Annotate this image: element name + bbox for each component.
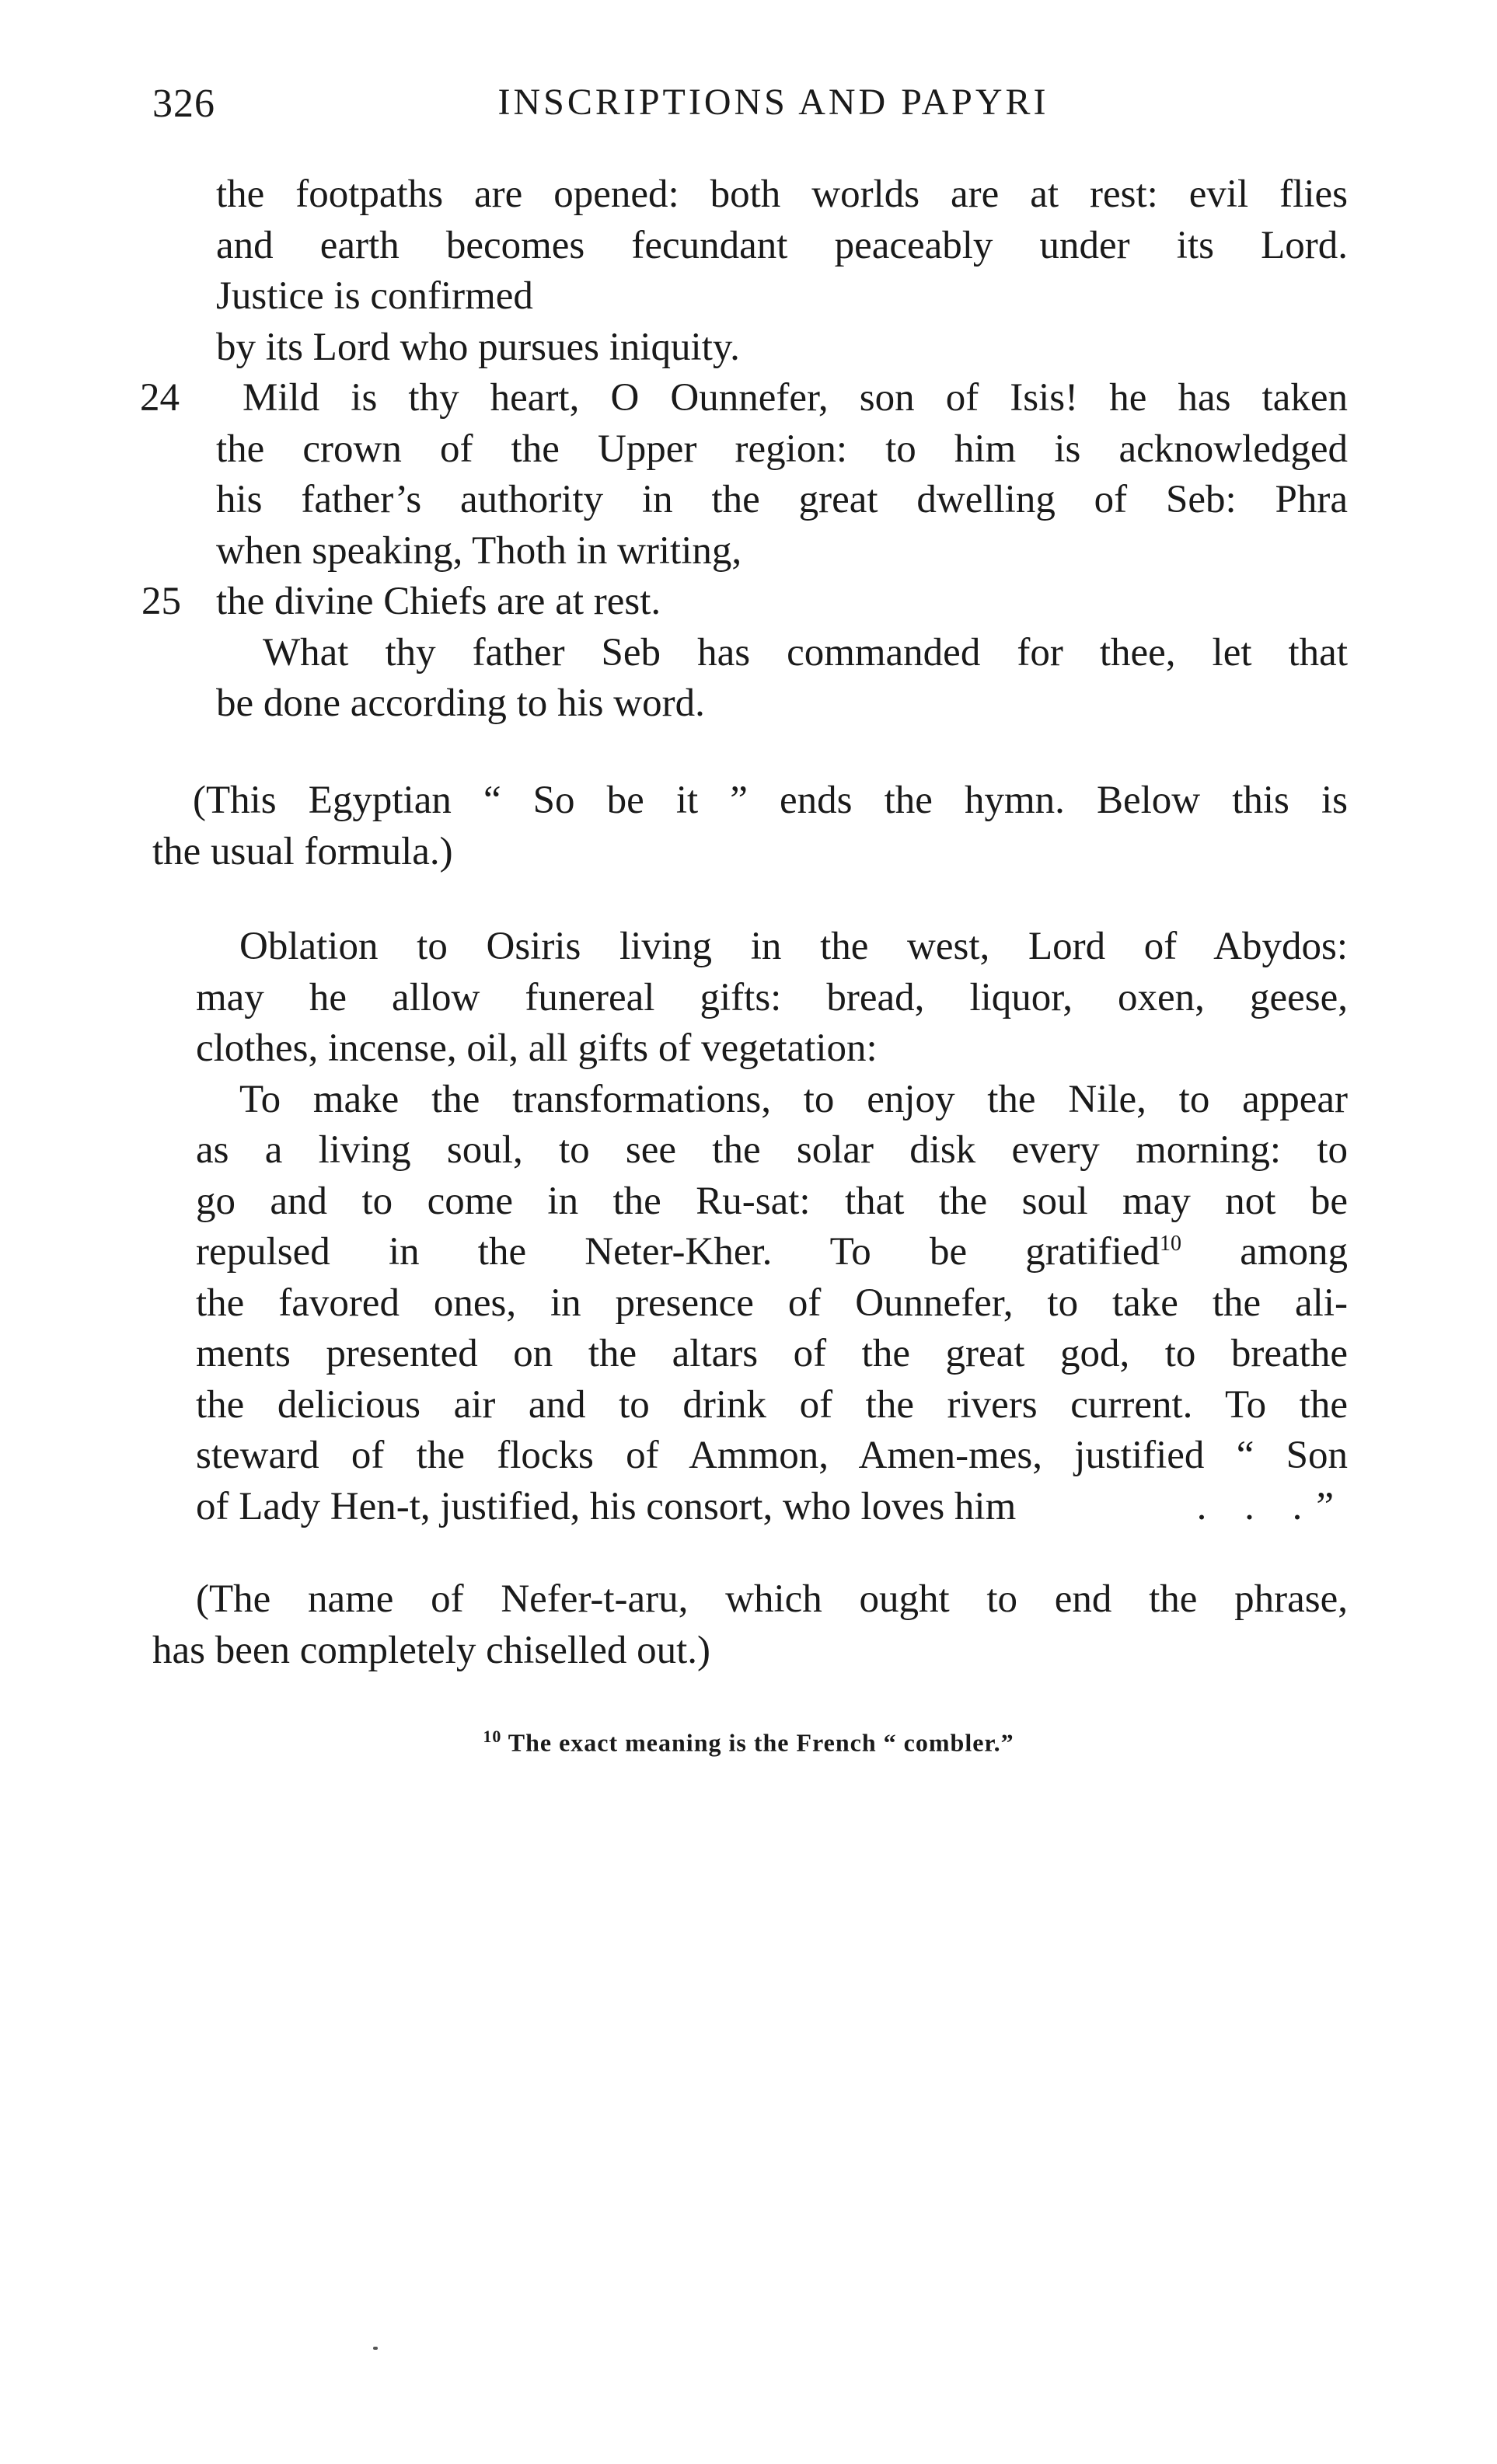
page-number: 326	[152, 82, 215, 126]
text-line: To make the transformations, to enjoy the Nile, to appear	[239, 1077, 1348, 1121]
text-line: the footpaths are opened: both worlds are at rest: evil flies	[216, 173, 1348, 216]
footnote-reference: 10	[1160, 1232, 1182, 1256]
footnote-number: 10	[483, 1727, 502, 1746]
text-line: steward of the flocks of Ammon, Amen-mes, justified “ Son	[196, 1434, 1348, 1477]
footnote-text: The exact meaning is the French “ combler.”	[508, 1728, 1014, 1757]
text-line: Oblation to Osiris living in the west, Lord of Abydos:	[239, 925, 1348, 968]
text-line: has been completely chiselled out.)	[152, 1628, 711, 1672]
text-line: (This Egyptian “ So be it ” ends the hymn. Below this is	[193, 779, 1348, 822]
verse-number: 24	[140, 376, 180, 420]
text-line: (The name of Nefer-t-aru, which ought to end the phrase,	[196, 1577, 1348, 1621]
text-line: clothes, incense, oil, all gifts of vegetation:	[196, 1026, 878, 1070]
text-line: and earth becomes fecundant peaceably under its Lord.	[216, 223, 1348, 267]
verse-number: 25	[141, 580, 181, 623]
text-line: go and to come in the Ru-sat: that the soul may not be	[196, 1179, 1348, 1223]
text-line: as a living soul, to see the solar disk every morning: to	[196, 1128, 1348, 1172]
text-fragment: of Lady Hen-t, justified, his consort, who loves him	[196, 1484, 1017, 1528]
text-fragment: repulsed in the Neter-Kher. To be gratified	[196, 1230, 1160, 1274]
text-line: when speaking, Thoth in writing,	[216, 528, 742, 573]
ellipsis: . . .”	[1196, 1484, 1348, 1528]
text-line: Justice is confirmed	[216, 274, 533, 318]
text-line: the favored ones, in presence of Ounnefer, to take the ali-	[196, 1281, 1348, 1325]
text-line: by its Lord who pursues iniquity.	[216, 325, 740, 369]
verse-text: the divine Chiefs are at rest.	[216, 580, 661, 623]
text-line: the delicious air and to drink of the rivers current. To the	[196, 1382, 1348, 1427]
oblation-formula	[196, 922, 1348, 1532]
running-head	[152, 81, 1348, 135]
text-line: What thy father Seb has commanded for thee, let that	[263, 630, 1348, 674]
verse-25-line	[141, 577, 1348, 628]
text-line-with-footnote	[196, 1227, 1348, 1278]
hymn-ending	[140, 169, 1348, 730]
text-line-with-ellipsis	[196, 1482, 1348, 1533]
running-title: INSCRIPTIONS AND PAPYRI	[497, 82, 1049, 123]
editorial-note	[152, 1574, 1348, 1676]
text-line: ments presented on the altars of the great god, to breathe	[196, 1332, 1348, 1375]
text-line: may he allow funereal gifts: bread, liquor, oxen, geese,	[196, 975, 1348, 1019]
editorial-note	[152, 775, 1348, 877]
text-fragment: among	[1240, 1230, 1348, 1274]
text-line: his father’s authority in the great dwelling of Seb: Phra	[216, 478, 1348, 521]
verse-text: Mild is thy heart, O Ounnefer, son of Isis! he has taken	[243, 376, 1348, 420]
text-line: the crown of the Upper region: to him is acknowledged	[216, 427, 1348, 471]
text-line: the usual formula.)	[152, 829, 453, 873]
text-line: be done according to his word.	[216, 681, 705, 725]
verse-24-line	[140, 373, 1348, 424]
print-speck	[373, 2347, 378, 2350]
footnote	[0, 1727, 1497, 1758]
